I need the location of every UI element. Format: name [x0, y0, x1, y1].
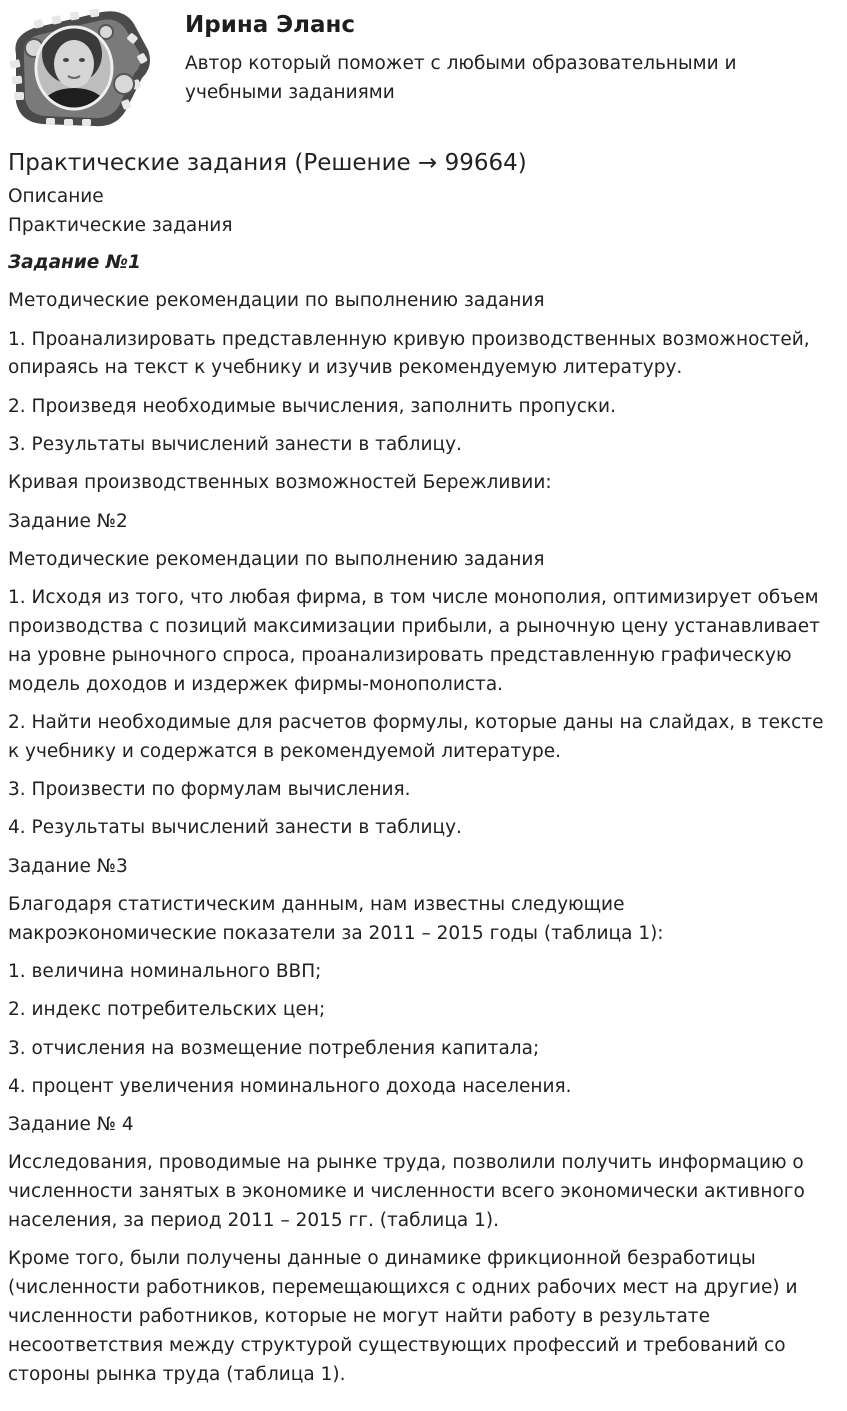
- task4-paragraph-1: Исследования, проводимые на рынке труда, позволили получить информацию о численности занятых в экономике и численности всего экономически активного населения, за период 2011 – 2015 гг. (таблица 1).: [8, 1152, 805, 1232]
- task3-item-2: 2. индекс потребительских цен;: [8, 999, 326, 1021]
- author-header: [0, 0, 847, 140]
- avatar: [6, 6, 152, 130]
- film-reel-avatar-icon: [6, 6, 152, 130]
- description-label: Описание: [8, 186, 104, 207]
- task2-item-2: 2. Найти необходимые для расчетов формулы, которые даны на слайдах, в тексте к учебнику и содержатся в рекомендуемой литературе.: [8, 711, 824, 762]
- task1-item-1: 1. Проанализировать представленную кривую производственных возможностей, опираясь на текст к учебнику и изучив рекомендуемую литературу.: [8, 328, 810, 379]
- task2-heading: Задание №2: [8, 510, 128, 532]
- task1-curve-caption: Кривая производственных возможностей Бережливии:: [8, 472, 552, 494]
- task2-item-4: 4. Результаты вычислений занести в таблицу.: [8, 817, 462, 839]
- task4-paragraph-2: Кроме того, были получены данные о динамике фрикционной безработицы (численности работников, перемещающихся с одних рабочих мест на другие) и численности работников, которые не могут найти работу в результате несоответствия между структурой существующих профессий и требований со стороны рынка труда (таблица 1).: [8, 1248, 798, 1385]
- task1-item-3: 3. Результаты вычислений занести в таблицу.: [8, 433, 462, 455]
- task2-item-1: 1. Исходя из того, что любая фирма, в том числе монополия, оптимизирует объем производства с позиций максимизации прибыли, а рыночную цену устанавливает на уровне рыночного спроса, проанализировать представленную графическую модель доходов и издержек фирмы-монополиста.: [8, 587, 820, 695]
- task1-heading: Задание №1: [8, 252, 141, 273]
- author-name: Ирина Эланс: [185, 12, 356, 38]
- task3-item-1: 1. величина номинального ВВП;: [8, 960, 322, 982]
- task3-item-4: 4. процент увеличения номинального дохода населения.: [8, 1075, 572, 1097]
- task2-item-3: 3. Произвести по формулам вычисления.: [8, 778, 411, 800]
- document-body: [8, 146, 838, 1399]
- task2-intro: Методические рекомендации по выполнению задания: [8, 548, 545, 570]
- task3-item-3: 3. отчисления на возмещение потребления капитала;: [8, 1037, 540, 1059]
- task1-item-2: 2. Произведя необходимые вычисления, заполнить пропуски.: [8, 395, 616, 417]
- page-subtitle: Практические задания: [8, 214, 233, 236]
- page-title: Практические задания (Решение → 99664): [8, 150, 527, 176]
- author-description: Автор который поможет с любыми образовательными и учебными заданиями: [185, 53, 737, 103]
- task3-heading: Задание №3: [8, 855, 128, 877]
- task1-intro: Методические рекомендации по выполнению задания: [8, 290, 545, 312]
- task3-intro: Благодаря статистическим данным, нам известны следующие макроэкономические показатели за 2011 – 2015 годы (таблица 1):: [8, 893, 664, 944]
- task4-heading: Задание № 4: [8, 1114, 134, 1136]
